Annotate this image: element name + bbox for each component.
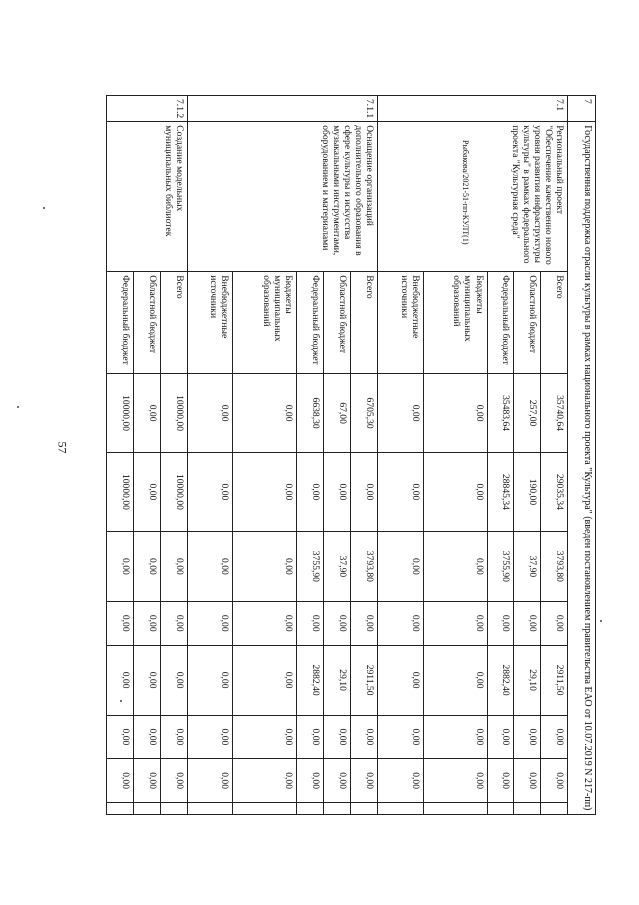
- amount-cell: 0,00: [160, 715, 187, 759]
- empty-cell: [297, 803, 324, 815]
- amount-cell: 0,00: [378, 453, 423, 532]
- amount-cell: 0,00: [107, 759, 134, 803]
- amount-cell: 0,00: [423, 715, 487, 759]
- amount-cell: 3755,90: [487, 531, 514, 601]
- empty-cell: [324, 803, 351, 815]
- amount-cell: 0,00: [487, 601, 514, 645]
- section-title: Государственная поддержка отрасли культуры в рамках национального проекта "Культура" (введен постановлением правительства ЕАО от 10.07.2019 N 217-пп): [568, 122, 596, 815]
- amount-cell: 0,00: [423, 645, 487, 715]
- funding-source: Областной бюджет: [134, 272, 161, 374]
- amount-cell: 29,10: [324, 645, 351, 715]
- amount-cell: 0,00: [233, 531, 297, 601]
- amount-cell: 0,00: [233, 374, 297, 453]
- empty-cell: [233, 803, 297, 815]
- amount-cell: 0,00: [423, 453, 487, 532]
- amount-cell: 0,00: [423, 759, 487, 803]
- section-header-row: [568, 96, 596, 815]
- amount-cell: 0,00: [297, 759, 324, 803]
- empty-cell: [487, 803, 514, 815]
- scan-speck: [600, 620, 602, 622]
- amount-cell: 0,00: [134, 453, 161, 532]
- funding-source: Областной бюджет: [324, 272, 351, 374]
- funding-source: Бюджеты муниципальных образований: [423, 272, 487, 374]
- funding-source: Внебюджетные источники: [378, 272, 423, 374]
- amount-cell: 0,00: [351, 601, 378, 645]
- amount-cell: 0,00: [187, 645, 232, 715]
- amount-cell: 0,00: [187, 531, 232, 601]
- empty-cell: [514, 803, 541, 815]
- amount-cell: 0,00: [187, 715, 232, 759]
- amount-cell: 190,00: [514, 453, 541, 532]
- amount-cell: 0,00: [134, 601, 161, 645]
- row-title: Создание модельных муниципальных библиотек: [107, 122, 188, 272]
- amount-cell: 0,00: [187, 453, 232, 532]
- amount-cell: 0,00: [423, 601, 487, 645]
- amount-cell: 3793,80: [351, 531, 378, 601]
- amount-cell: 0,00: [233, 715, 297, 759]
- funding-source: Бюджеты муниципальных образований: [233, 272, 297, 374]
- amount-cell: 0,00: [324, 601, 351, 645]
- amount-cell: 37,90: [324, 531, 351, 601]
- amount-cell: 0,00: [297, 601, 324, 645]
- budget-table-body: [107, 96, 596, 815]
- rotated-table-wrapper: [106, 95, 596, 815]
- amount-cell: 0,00: [297, 453, 324, 532]
- amount-cell: 0,00: [107, 715, 134, 759]
- table-row: [541, 96, 568, 815]
- amount-cell: 37,90: [514, 531, 541, 601]
- funding-source: Областной бюджет: [514, 272, 541, 374]
- amount-cell: 2911,50: [541, 645, 568, 715]
- amount-cell: 0,00: [134, 759, 161, 803]
- funding-source: Федеральный бюджет: [297, 272, 324, 374]
- amount-cell: 0,00: [233, 453, 297, 532]
- scan-speck: [43, 207, 45, 209]
- empty-cell: [423, 803, 487, 815]
- empty-cell: [160, 803, 187, 815]
- amount-cell: 0,00: [378, 531, 423, 601]
- amount-cell: 0,00: [160, 645, 187, 715]
- amount-cell: 0,00: [487, 715, 514, 759]
- amount-cell: 0,00: [324, 759, 351, 803]
- empty-cell: [134, 803, 161, 815]
- funding-source: Всего: [160, 272, 187, 374]
- amount-cell: 0,00: [541, 715, 568, 759]
- empty-cell: [541, 803, 568, 815]
- amount-cell: 10000,00: [160, 374, 187, 453]
- row-number: 7.1.2: [107, 96, 188, 122]
- table-row: [160, 96, 187, 815]
- amount-cell: 0,00: [187, 601, 232, 645]
- empty-cell: [378, 803, 423, 815]
- amount-cell: 10000,00: [160, 453, 187, 532]
- empty-cell: [351, 803, 378, 815]
- row-title: Региональный проект "Обеспечение качественно нового уровня развития инфраструктуры культуры" в рамках федерального проекта "Культурная среда": [378, 122, 568, 272]
- amount-cell: 6705,30: [351, 374, 378, 453]
- amount-cell: 67,00: [324, 374, 351, 453]
- amount-cell: 0,00: [233, 759, 297, 803]
- document-reference: Рыбакова/2021-51-пп-КУЛТ(1): [461, 140, 470, 245]
- row-number: 7.1: [378, 96, 568, 122]
- funding-source: Федеральный бюджет: [107, 272, 134, 374]
- empty-cell: [107, 803, 134, 815]
- amount-cell: 3755,90: [297, 531, 324, 601]
- amount-cell: 35483,64: [487, 374, 514, 453]
- funding-source: Внебюджетные источники: [187, 272, 232, 374]
- amount-cell: 0,00: [134, 531, 161, 601]
- amount-cell: 0,00: [134, 374, 161, 453]
- table-row: [351, 96, 378, 815]
- amount-cell: 0,00: [233, 645, 297, 715]
- funding-source: Всего: [351, 272, 378, 374]
- amount-cell: 0,00: [351, 759, 378, 803]
- page-number: 57: [55, 441, 70, 454]
- amount-cell: 0,00: [107, 601, 134, 645]
- amount-cell: 0,00: [541, 601, 568, 645]
- scan-speck: [17, 406, 19, 408]
- amount-cell: 6638,30: [297, 374, 324, 453]
- amount-cell: 0,00: [324, 453, 351, 532]
- row-title: Оснащение организаций дополнительного образования в сфере культуры и искусства музыкальными инструментами, оборудованием и материалами: [187, 122, 377, 272]
- amount-cell: 0,00: [378, 601, 423, 645]
- amount-cell: 29035,34: [541, 453, 568, 532]
- amount-cell: 0,00: [351, 453, 378, 532]
- amount-cell: 0,00: [134, 645, 161, 715]
- amount-cell: 0,00: [378, 374, 423, 453]
- amount-cell: 2911,50: [351, 645, 378, 715]
- amount-cell: 0,00: [297, 715, 324, 759]
- amount-cell: 2882,40: [487, 645, 514, 715]
- empty-cell: [187, 803, 232, 815]
- amount-cell: 10000,00: [107, 453, 134, 532]
- amount-cell: 0,00: [160, 531, 187, 601]
- amount-cell: 0,00: [423, 374, 487, 453]
- amount-cell: 0,00: [378, 759, 423, 803]
- amount-cell: 0,00: [514, 601, 541, 645]
- section-number: 7: [568, 96, 596, 122]
- amount-cell: 257,00: [514, 374, 541, 453]
- amount-cell: 29,10: [514, 645, 541, 715]
- amount-cell: 2882,40: [297, 645, 324, 715]
- amount-cell: 0,00: [514, 759, 541, 803]
- amount-cell: 0,00: [351, 715, 378, 759]
- amount-cell: 0,00: [187, 759, 232, 803]
- amount-cell: 0,00: [134, 715, 161, 759]
- budget-table: [106, 95, 596, 815]
- amount-cell: 0,00: [487, 759, 514, 803]
- amount-cell: 0,00: [107, 645, 134, 715]
- amount-cell: 0,00: [187, 374, 232, 453]
- funding-source: Всего: [541, 272, 568, 374]
- amount-cell: 0,00: [160, 601, 187, 645]
- amount-cell: 0,00: [107, 531, 134, 601]
- amount-cell: 28845,34: [487, 453, 514, 532]
- amount-cell: 0,00: [233, 601, 297, 645]
- amount-cell: 35740,64: [541, 374, 568, 453]
- amount-cell: 0,00: [378, 645, 423, 715]
- amount-cell: 0,00: [423, 531, 487, 601]
- amount-cell: 0,00: [541, 759, 568, 803]
- amount-cell: 10000,00: [107, 374, 134, 453]
- amount-cell: 0,00: [324, 715, 351, 759]
- row-number: 7.1.1: [187, 96, 377, 122]
- amount-cell: 0,00: [514, 715, 541, 759]
- amount-cell: 3793,80: [541, 531, 568, 601]
- funding-source: Федеральный бюджет: [487, 272, 514, 374]
- amount-cell: 0,00: [160, 759, 187, 803]
- amount-cell: 0,00: [378, 715, 423, 759]
